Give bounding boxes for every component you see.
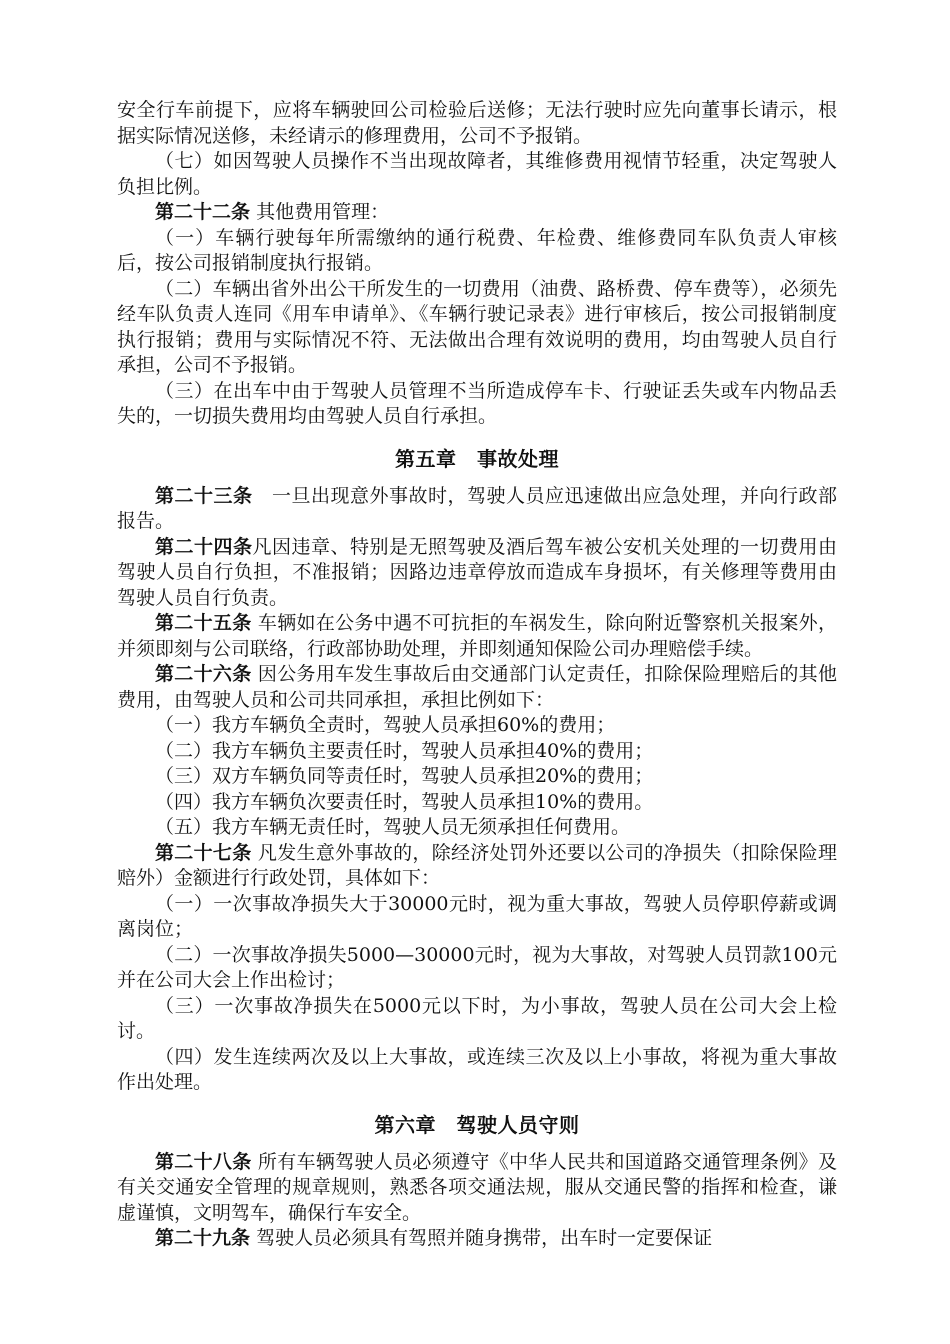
article-24-label: 第二十四条 [155,535,253,558]
article-22-label: 第二十二条 [155,201,251,223]
article-26-item-5: （五）我方车辆无责任时，驾驶人员无须承担任何费用。 [155,816,631,838]
article-29-text: 驾驶人员必须具有驾照并随身携带，出车时一定要保证 [256,1227,713,1249]
article-22-text: 其他费用管理： [256,201,390,223]
article-28 [117,1150,837,1227]
article-27-item-1: （一）一次事故净损失大于30000元时，视为重大事故，驾驶人员停职停薪或调离岗位； [117,892,837,940]
article-26-item-2: （二）我方车辆负主要责任时，驾驶人员承担40%的费用； [155,739,654,762]
article-27-item-4: （四）发生连续两次及以上大事故，或连续三次及以上小事故，将视为重大事故作出处理。 [117,1045,837,1093]
chapter-5-heading: 第五章 事故处理 [395,446,559,471]
article-23 [117,484,837,535]
article-24 [117,535,837,612]
article-29-label: 第二十九条 [155,1227,251,1249]
article-24-text: 凡因违章、特别是无照驾驶及酒后驾车被公安机关处理的一切费用由驾驶人员自行负担，不准报销；因路边违章停放而造成车身损坏，有关修理等费用由驾驶人员自行负责。 [117,535,837,609]
paragraph-continuation: 安全行车前提下，应将车辆驶回公司检验后送修；无法行驶时应先向董事长请示，根据实际情况送修，未经请示的修理费用，公司不予报销。 [117,99,837,147]
article-23-label: 第二十三条 [155,484,253,507]
article-28-text: 所有车辆驾驶人员必须遵守《中华人民共和国道路交通管理条例》及有关交通安全管理的规章规则，熟悉各项交通法规，服从交通民警的指挥和检查，谦虚谨慎，文明驾车，确保行车安全。 [117,1150,837,1224]
paragraph-item-7: （七）如因驾驶人员操作不当出现故障者，其维修费用视情节轻重，决定驾驶人负担比例。 [117,150,837,198]
article-26-text: 因公务用车发生事故后由交通部门认定责任，扣除保险理赔后的其他费用，由驾驶人员和公司共同承担，承担比例如下： [117,663,837,711]
article-26-item-4: （四）我方车辆负次要责任时，驾驶人员承担10%的费用。 [155,790,654,813]
article-22-item-3: （三）在出车中由于驾驶人员管理不当所造成停车卡、行驶证丢失或车内物品丢失的，一切损失费用均由驾驶人员自行承担。 [117,379,837,427]
article-26 [117,662,837,713]
article-28-label: 第二十八条 [155,1150,252,1173]
article-27 [117,841,837,892]
article-27-item-3: （三）一次事故净损失在5000元以下时，为小事故，驾驶人员在公司大会上检讨。 [117,994,837,1042]
article-25 [117,611,837,662]
chapter-6-heading: 第六章 驾驶人员守则 [374,1112,580,1137]
article-22-item-1: （一）车辆行驶每年所需缴纳的通行税费、年检费、维修费同车队负责人审核后，按公司报销制度执行报销。 [117,226,837,274]
article-22-item-2: （二）车辆出省外出公干所发生的一切费用（油费、路桥费、停车费等），必须先经车队负责人连同《用车申请单》、《车辆行驶记录表》进行审核后，按公司报销制度执行报销；费用与实际情况不符、无法做出合理有效说明的费用，均由驾驶人员自行承担，公司不予报销。 [117,277,837,376]
article-26-item-1: （一）我方车辆负全责时，驾驶人员承担60%的费用； [155,714,616,736]
article-26-item-3: （三）双方车辆负同等责任时，驾驶人员承担20%的费用； [155,765,654,787]
article-27-label: 第二十七条 [155,841,252,864]
article-26-label: 第二十六条 [155,663,252,685]
article-27-item-2: （二）一次事故净损失5000—30000元时，视为大事故，对驾驶人员罚款100元并在公司大会上作出检讨； [117,943,837,991]
article-29 [117,1226,837,1252]
article-25-label: 第二十五条 [155,612,252,634]
article-23-text: 一旦出现意外事故时，驾驶人员应迅速做出应急处理，并向行政部报告。 [117,484,837,532]
article-25-text: 车辆如在公务中遇不可抗拒的车祸发生，除向附近警察机关报案外，并须即刻与公司联络，行政部协助处理，并即刻通知保险公司办理赔偿手续。 [117,612,837,660]
document-body [117,98,837,1252]
article-22 [117,200,837,226]
article-27-text: 凡发生意外事故的，除经济处罚外还要以公司的净损失（扣除保险理赔外）金额进行行政处罚，具体如下： [117,841,837,889]
